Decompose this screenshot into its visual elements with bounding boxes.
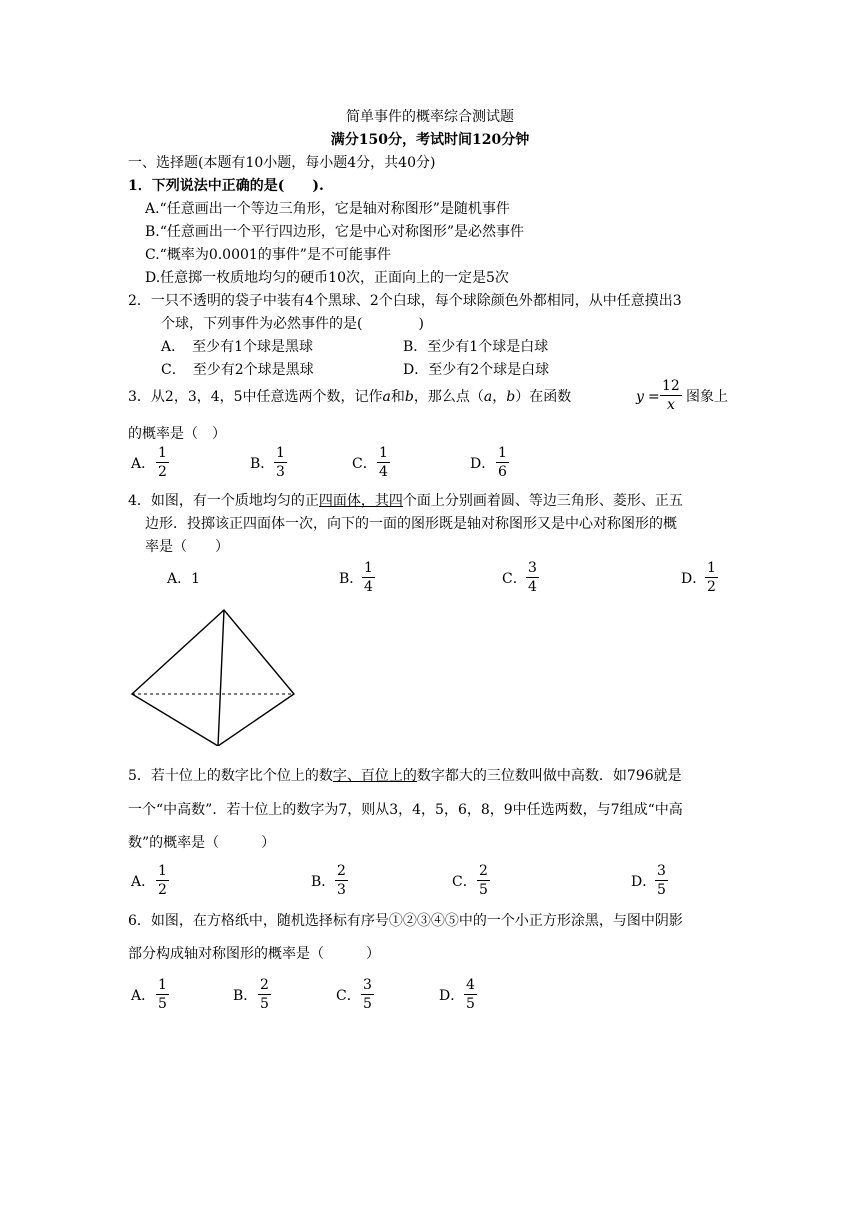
q3-text-1: 3．从2，3，4，5中任意选两个数，记作 <box>128 389 383 405</box>
q2-stem-line1: 2．一只不透明的袋子中装有4个黑球、2个白球，每个球除颜色外都相同，从中任意摸出3 <box>128 293 682 309</box>
q5-option-b-label: B． <box>311 874 336 890</box>
q6-stem-line1: 6．如图，在方格纸中，随机选择标有序号①②③④⑤中的一个小正方形涂黑，与图中阴影 <box>128 913 683 929</box>
q6-option-a-fraction <box>156 976 169 1013</box>
fraction-denominator: 4 <box>364 579 373 595</box>
fraction-denominator: 5 <box>479 882 488 898</box>
q3-var-y: y <box>636 389 644 405</box>
q2-option-c: C． 至少有2个球是黑球 <box>161 362 314 378</box>
tetrahedron-figure <box>128 606 298 746</box>
tetrahedron-outline <box>132 610 294 746</box>
fraction-denominator: 5 <box>260 996 269 1012</box>
q6-option-d-label: D． <box>439 988 465 1004</box>
q4-option-d-fraction <box>705 559 718 596</box>
q5-underlined-text: 字、百位上的 <box>332 768 417 784</box>
q6-stem-line2: 部分构成轴对称图形的概率是（ ） <box>128 946 380 962</box>
q5-option-c-fraction <box>477 862 490 899</box>
q6-option-b-fraction <box>258 976 271 1013</box>
fraction-numerator: 1 <box>276 445 285 461</box>
q3-function-fraction <box>660 377 682 414</box>
q3-text-4: 图象上 <box>686 389 728 405</box>
fraction-denominator: x <box>666 397 675 413</box>
fraction-denominator: 6 <box>498 464 507 480</box>
fraction-denominator: 4 <box>528 579 537 595</box>
page-title: 简单事件的概率综合测试题 <box>346 109 514 125</box>
fraction-numerator: 1 <box>379 445 388 461</box>
q3-var-a: a <box>382 389 391 405</box>
fraction-denominator: 5 <box>363 996 372 1012</box>
q3-comma: ， <box>492 389 507 405</box>
q3-stem-line2: 的概率是（ ） <box>128 426 226 442</box>
fraction-numerator: 1 <box>158 445 167 461</box>
fraction-denominator: 2 <box>707 579 716 595</box>
fraction-numerator: 1 <box>498 445 507 461</box>
q4-option-c-label: C． <box>502 571 527 587</box>
fraction-denominator: 5 <box>657 882 666 898</box>
q4-option-b-label: B． <box>339 571 364 587</box>
q5-stem-line2: 一个“中高数”．若十位上的数字为7，则从3，4，5，6，8，9中任选两数，与7组成“中高 <box>128 802 683 818</box>
fraction-denominator: 3 <box>276 464 285 480</box>
q3-option-b-label: B． <box>250 456 275 472</box>
fraction-numerator: 3 <box>363 977 372 993</box>
fraction-numerator: 2 <box>260 977 269 993</box>
q3-option-c-label: C． <box>352 456 377 472</box>
fraction-denominator: 2 <box>158 882 167 898</box>
fraction-denominator: 3 <box>337 882 346 898</box>
fraction-denominator: 4 <box>379 464 388 480</box>
q3-stem-line1 <box>128 387 571 407</box>
q3-option-a-label: A． <box>131 456 156 472</box>
q4-stem-line2: 边形．投掷该正四面体一次，向下的一面的图形既是轴对称图形又是中心对称图形的概 <box>145 516 677 532</box>
q4-option-b-fraction <box>362 559 375 596</box>
q3-var-b: b <box>404 389 414 405</box>
q5-option-b-fraction <box>335 862 348 899</box>
q3-option-a-fraction <box>156 444 169 481</box>
q1-option-c: C.“概率为0.0001的事件”是不可能事件 <box>145 247 391 263</box>
q5-text-2: 数字都大的三位数叫做中高数．如796就是 <box>416 768 682 784</box>
fraction-numerator: 4 <box>466 977 475 993</box>
q4-option-d-label: D． <box>681 571 707 587</box>
q5-stem-line1 <box>128 766 682 786</box>
q5-option-d-fraction <box>655 862 668 899</box>
q3-text-3: ）在函数 <box>515 389 572 405</box>
q3-option-b-fraction <box>274 444 287 481</box>
q1-stem: 1．下列说法中正确的是( ). <box>128 178 324 194</box>
q2-stem-line2: 个球，下列事件为必然事件的是( ) <box>161 316 424 332</box>
fraction-numerator: 3 <box>657 863 666 879</box>
q6-option-d-fraction <box>464 976 477 1013</box>
q4-text-2: 个面上分别画着圆、等边三角形、菱形、正五 <box>402 493 683 509</box>
q3-option-d-label: D． <box>470 456 496 472</box>
fraction-numerator: 2 <box>479 863 488 879</box>
q5-stem-line3: 数”的概率是（ ） <box>128 835 276 851</box>
tetrahedron-front-edge <box>218 610 224 746</box>
q5-option-a-label: A． <box>131 874 156 890</box>
fraction-denominator: 2 <box>158 464 167 480</box>
q5-text-1: 5．若十位上的数字比个位上的数 <box>128 768 333 784</box>
fraction-numerator: 12 <box>662 378 680 394</box>
q4-text-1: 4．如图，有一个质地均匀的正 <box>128 493 319 509</box>
q2-option-a: A． 至少有1个球是黑球 <box>161 339 314 355</box>
q1-option-b: B.“任意画出一个平行四边形，它是中心对称图形”是必然事件 <box>145 224 525 240</box>
q5-option-a-fraction <box>156 862 169 899</box>
q6-option-a-label: A． <box>131 988 156 1004</box>
q4-option-c-fraction <box>526 559 539 596</box>
q4-option-a: A．1 <box>167 571 201 587</box>
fraction-numerator: 2 <box>337 863 346 879</box>
fraction-denominator: 5 <box>158 996 167 1012</box>
q4-stem-line1 <box>128 491 683 511</box>
q3-equals: = <box>648 389 660 405</box>
section-heading: 一、选择题(本题有10小题，每小题4分，共40分) <box>128 155 436 171</box>
q3-point-a: a <box>483 389 493 405</box>
q6-option-c-fraction <box>361 976 374 1013</box>
q3-text-and: 和 <box>390 389 405 405</box>
fraction-numerator: 1 <box>364 560 373 576</box>
fraction-numerator: 3 <box>528 560 537 576</box>
q5-option-c-label: C． <box>452 874 477 890</box>
fraction-denominator: 5 <box>466 996 475 1012</box>
q1-option-d: D.任意掷一枚质地均匀的硬币10次，正面向上的一定是5次 <box>145 270 509 286</box>
fraction-numerator: 1 <box>158 977 167 993</box>
q6-option-c-label: C． <box>336 988 361 1004</box>
q3-point-b: b <box>506 389 516 405</box>
q2-option-d: D．至少有2个球是白球 <box>403 362 550 378</box>
q3-text-2: ，那么点（ <box>413 389 484 405</box>
page-subtitle: 满分150分，考试时间120分钟 <box>330 132 530 148</box>
q6-option-b-label: B． <box>233 988 258 1004</box>
q3-option-c-fraction <box>377 444 390 481</box>
q5-option-d-label: D． <box>631 874 657 890</box>
q3-option-d-fraction <box>496 444 509 481</box>
q2-option-b: B．至少有1个球是白球 <box>403 339 549 355</box>
fraction-numerator: 1 <box>707 560 716 576</box>
fraction-numerator: 1 <box>158 863 167 879</box>
q4-stem-line3: 率是（ ） <box>145 539 229 555</box>
q1-option-a: A.“任意画出一个等边三角形，它是轴对称图形”是随机事件 <box>145 201 510 217</box>
q4-underlined-text: 四面体，其四 <box>318 493 403 509</box>
